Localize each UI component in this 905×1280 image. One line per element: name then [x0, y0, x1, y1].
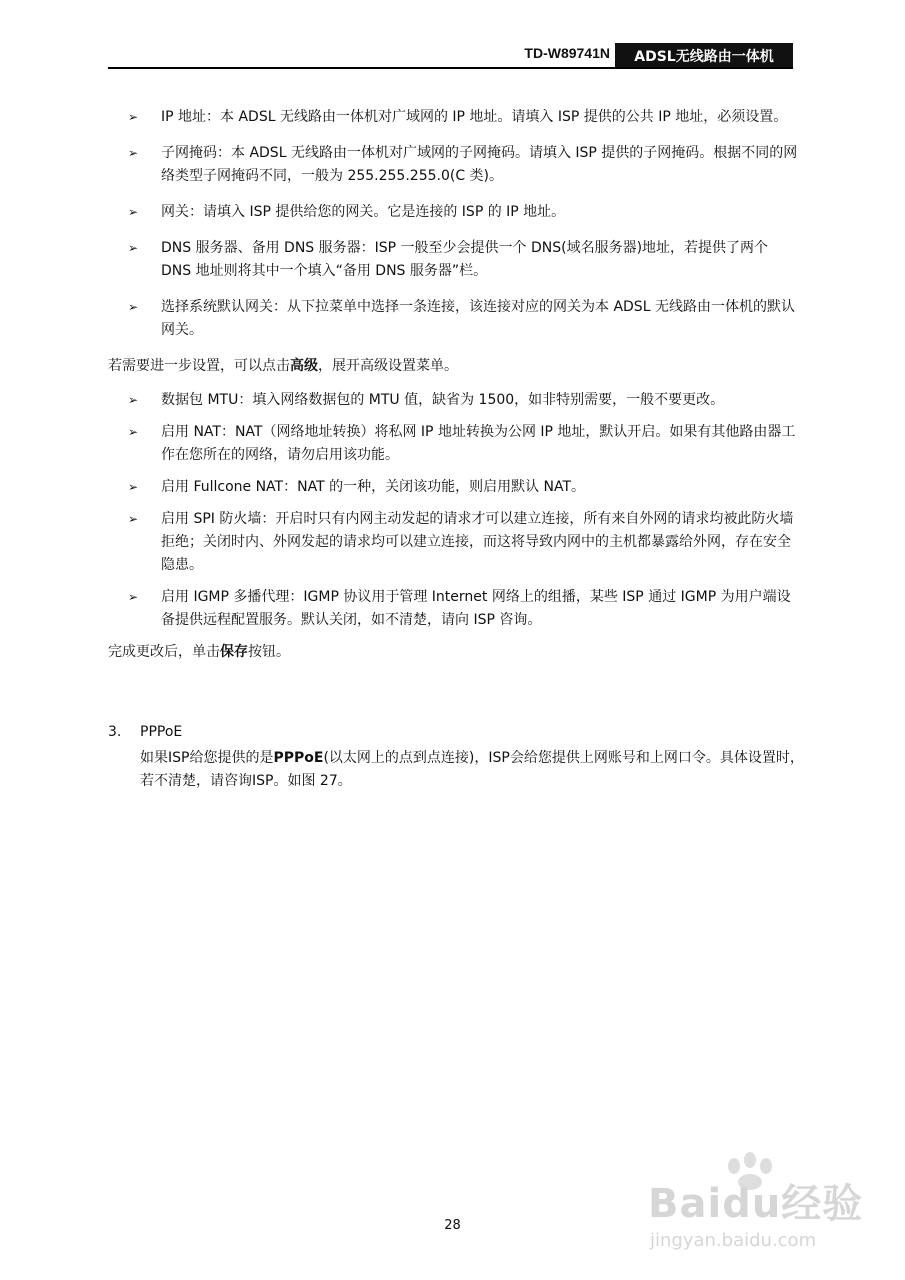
pppoe-bold: PPPoE: [273, 750, 324, 766]
list-item: [108, 389, 800, 412]
advanced-note-after: ，展开高级设置菜单。: [318, 358, 458, 374]
list-item-text: IP 地址：本 ADSL 无线路由一体机对广域网的 IP 地址。请填入 ISP 提供的公共 IP 地址，必须设置。: [161, 109, 788, 125]
advanced-note: [108, 355, 800, 378]
list-item-text: 选择系统默认网关：从下拉菜单中选择一条连接，该连接对应的网关为本 ADSL 无线路由一体机的默认网关。: [161, 299, 795, 338]
save-note: [108, 641, 800, 664]
save-note-before: 完成更改后，单击: [108, 644, 220, 660]
save-button-text: 保存: [220, 644, 248, 660]
bullet-arrow-icon: ➢: [128, 480, 139, 494]
bullet-arrow-icon: ➢: [128, 110, 139, 124]
bullet-arrow-icon: ➢: [128, 512, 139, 526]
advanced-link-text: 高级: [290, 358, 318, 374]
list-item-text: 数据包 MTU：填入网络数据包的 MTU 值，缺省为 1500，如非特别需要，一般不要更改。: [161, 392, 725, 408]
bullet-arrow-icon: ➢: [128, 393, 139, 407]
section-title: PPPoE: [140, 724, 183, 740]
section-body-after: (以太网上的点到点连接)，ISP会给您提供上网账号和上网口令。具体设置时，若不清楚，请咨询ISP。如图 27。: [140, 750, 804, 789]
save-note-after: 按钮。: [248, 644, 290, 660]
bullet-arrow-icon: ➢: [128, 590, 139, 604]
list-item-text: 启用 SPI 防火墙：开启时只有内网主动发起的请求才可以建立连接，所有来自外网的请求均被此防火墙拒绝；关闭时内、外网发起的请求均可以建立连接，而这将导致内网中的主机都暴露给外网，存在安全隐患。: [161, 511, 794, 573]
list-item: [108, 106, 800, 129]
baidu-watermark: [648, 1150, 868, 1260]
list-item: [108, 142, 800, 188]
list-item: [108, 296, 800, 342]
watermark-url: jingyan.baidu.com: [650, 1230, 817, 1251]
list-item: [108, 586, 800, 632]
main-content: [108, 106, 800, 664]
product-title: ADSL无线路由一体机: [615, 43, 793, 69]
list-item: [108, 508, 800, 577]
list-item-text: 启用 Fullcone NAT：NAT 的一种，关闭该功能，则启用默认 NAT。: [161, 479, 586, 495]
section-body: [108, 747, 808, 793]
watermark-logo: Baidu经验: [648, 1181, 864, 1227]
header-rule: [108, 67, 793, 69]
advanced-settings-list: [108, 389, 800, 632]
list-item: [108, 237, 800, 283]
advanced-note-before: 若需要进一步设置，可以点击: [108, 358, 290, 374]
wan-settings-list: [108, 106, 800, 342]
page-number: 28: [444, 1218, 461, 1233]
bullet-arrow-icon: ➢: [128, 241, 139, 255]
list-item-text: 启用 IGMP 多播代理：IGMP 协议用于管理 Internet 网络上的组播，某些 ISP 通过 IGMP 为用户端设备提供远程配置服务。默认关闭，如不清楚，请向 ISP 咨询。: [161, 589, 791, 628]
page-header: [108, 43, 793, 69]
list-item: [108, 421, 800, 467]
section-number: 3.: [108, 724, 122, 740]
bullet-arrow-icon: ➢: [128, 205, 139, 219]
list-item-text: 启用 NAT：NAT（网络地址转换）将私网 IP 地址转换为公网 IP 地址，默认开启。如果有其他路由器工作在您所在的网络，请勿启用该功能。: [161, 424, 796, 463]
list-item-text: 子网掩码：本 ADSL 无线路由一体机对广域网的子网掩码。请填入 ISP 提供的子网掩码。根据不同的网络类型子网掩码不同，一般为 255.255.255.0(C 类)。: [161, 145, 798, 184]
bullet-arrow-icon: ➢: [128, 425, 139, 439]
list-item: [108, 476, 800, 499]
section-heading: [108, 721, 808, 743]
bullet-arrow-icon: ➢: [128, 146, 139, 160]
bullet-arrow-icon: ➢: [128, 300, 139, 314]
list-item-text: DNS 服务器、备用 DNS 服务器：ISP 一般至少会提供一个 DNS(域名服务器)地址，若提供了两个 DNS 地址则将其中一个填入“备用 DNS 服务器”栏。: [161, 240, 769, 279]
section-body-before: 如果ISP给您提供的是: [140, 750, 274, 766]
model-number: TD-W89741N: [524, 45, 610, 61]
list-item-text: 网关：请填入 ISP 提供给您的网关。它是连接的 ISP 的 IP 地址。: [161, 204, 566, 220]
list-item: [108, 201, 800, 224]
pppoe-section: [108, 721, 808, 793]
